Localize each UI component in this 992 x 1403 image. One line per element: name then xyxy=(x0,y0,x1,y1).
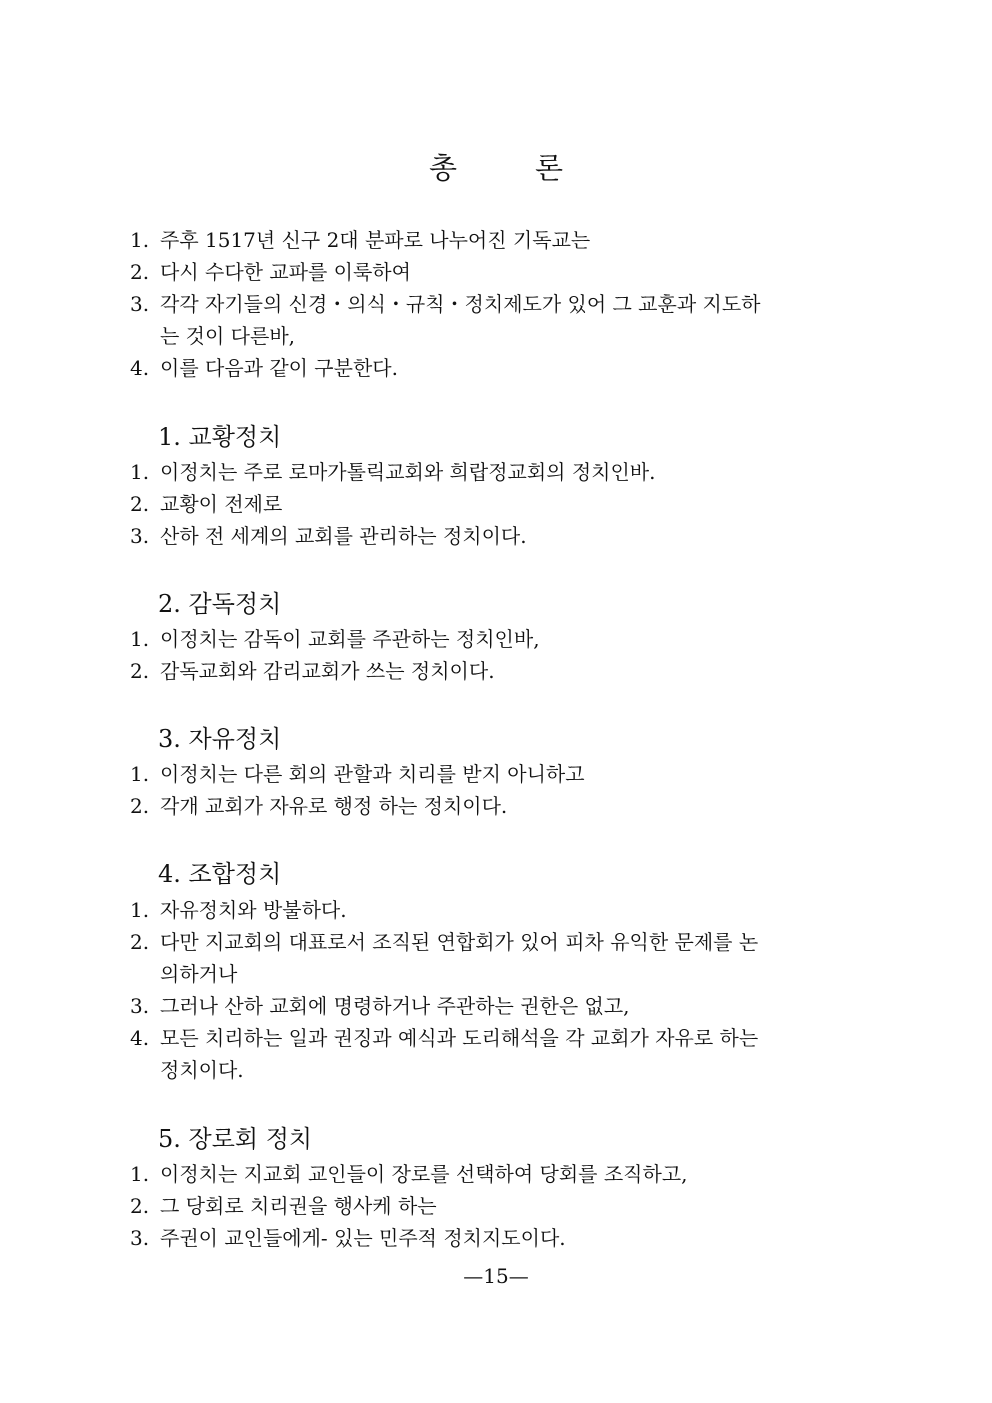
list-item: 3. 그러나 산하 교회에 명령하거나 주관하는 권한은 없고, xyxy=(130,994,630,1018)
list-item: 1. 주후 1517년 신구 2대 분파로 나누어진 기독교는 xyxy=(130,228,591,252)
section-heading: 1. 교황정치 xyxy=(158,423,282,451)
list-item: 4. 이를 다음과 같이 구분한다. xyxy=(130,356,398,380)
list-item: 3. 산하 전 세계의 교회를 관리하는 정치이다. xyxy=(130,524,527,548)
section-list xyxy=(130,1158,880,1254)
page-number: —15— xyxy=(463,1264,529,1288)
list-item-continuation: 의하거나 xyxy=(160,962,238,986)
list-item: 4. 모든 치리하는 일과 권징과 예식과 도리해석을 각 교회가 자유로 하는 xyxy=(130,1026,759,1050)
list-item: 1. 이정치는 다른 회의 관할과 치리를 받지 아니하고 xyxy=(130,762,585,786)
list-item: 1. 자유정치와 방불하다. xyxy=(130,898,347,922)
section-list xyxy=(130,456,880,552)
page-title xyxy=(0,148,992,188)
section-heading: 5. 장로회 정치 xyxy=(158,1125,313,1153)
title-left-char: 총 xyxy=(428,151,457,185)
list-item: 2. 감독교회와 감리교회가 쓰는 정치이다. xyxy=(130,659,495,683)
section-list xyxy=(130,758,880,822)
title-right-char: 론 xyxy=(535,151,564,185)
list-item: 2. 그 당회로 치리권을 행사케 하는 xyxy=(130,1194,437,1218)
section-list xyxy=(130,623,880,687)
list-item: 2. 다시 수다한 교파를 이룩하여 xyxy=(130,260,411,284)
section-heading: 4. 조합정치 xyxy=(158,860,282,888)
list-item-continuation: 정치이다. xyxy=(160,1058,244,1082)
list-item: 1. 이정치는 주로 로마가톨릭교회와 희랍정교회의 정치인바. xyxy=(130,460,656,484)
list-item: 2. 다만 지교회의 대표로서 조직된 연합회가 있어 피차 유익한 문제를 논 xyxy=(130,930,759,954)
list-item: 3. 주권이 교인들에게- 있는 민주적 정치지도이다. xyxy=(130,1226,566,1250)
list-item: 1. 이정치는 감독이 교회를 주관하는 정치인바, xyxy=(130,627,540,651)
section-heading: 2. 감독정치 xyxy=(158,590,282,618)
list-item: 1. 이정치는 지교회 교인들이 장로를 선택하여 당회를 조직하고, xyxy=(130,1162,688,1186)
section-list xyxy=(130,894,880,1086)
intro-list xyxy=(130,224,880,384)
list-item: 3. 각각 자기들의 신경・의식・규칙・정치제도가 있어 그 교훈과 지도하 xyxy=(130,292,761,316)
list-item: 2. 각개 교회가 자유로 행정 하는 정치이다. xyxy=(130,794,508,818)
section-heading: 3. 자유정치 xyxy=(158,725,282,753)
list-item-continuation: 는 것이 다른바, xyxy=(160,324,295,348)
list-item: 2. 교황이 전제로 xyxy=(130,492,283,516)
